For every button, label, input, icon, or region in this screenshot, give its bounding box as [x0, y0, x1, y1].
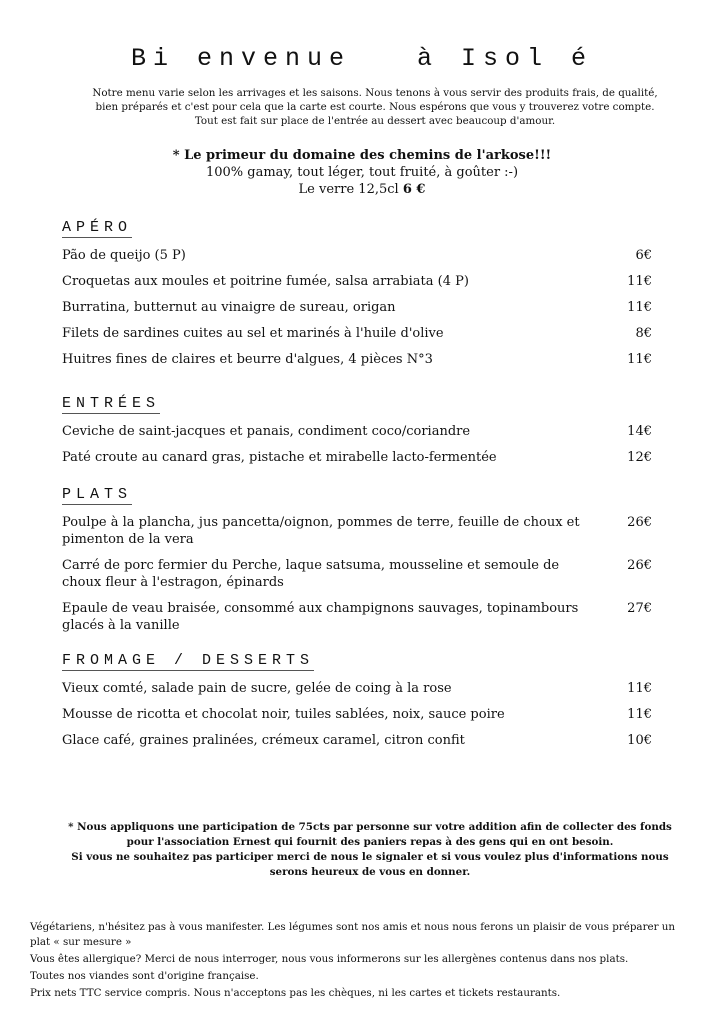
menu-section — [62, 216, 652, 368]
footer-line: Végétariens, n'hésitez pas à vous manifester. Les légumes sont nos amis et nous nous ferons un plaisir de vous préparer un plat « sur mesure » — [30, 921, 676, 948]
wine-special — [0, 147, 724, 198]
intro-line: Tout est fait sur place de l'entrée au dessert avec beaucoup d'amour. — [194, 115, 556, 127]
intro-line: Notre menu varie selon les arrivages et les saisons. Nous tenons à vous servir des produits frais, de qualité, — [92, 87, 658, 99]
menu-item — [62, 680, 652, 697]
item-price: 10€ — [627, 733, 652, 748]
menu-item — [62, 600, 652, 634]
menu-section — [62, 392, 652, 466]
item-name: Paté croute au canard gras, pistache et mirabelle lacto-fermentée — [62, 450, 497, 465]
wine-glass-price: 6 € — [402, 182, 426, 197]
footer-line: Prix nets TTC service compris. Nous n'acceptons pas les chèques, ni les cartes et tickets restaurants. — [30, 987, 561, 999]
wine-description: 100% gamay, tout léger, tout fruité, à goûter :-) — [205, 165, 519, 180]
item-name: Croquetas aux moules et poitrine fumée, salsa arrabiata (4 P) — [62, 274, 469, 289]
item-name: Pão de queijo (5 P) — [62, 248, 186, 263]
item-price: 14€ — [627, 424, 652, 439]
note-line: serons heureux de vous en donner. — [269, 866, 471, 878]
section-title: ENTRÉES — [62, 395, 161, 412]
intro-text — [80, 86, 670, 128]
menu-item — [62, 449, 652, 466]
item-price: 11€ — [627, 707, 652, 722]
item-name: Vieux comté, salade pain de sucre, gelée de coing à la rose — [62, 681, 452, 696]
menu-item — [62, 247, 652, 264]
menu-section — [62, 649, 652, 749]
section-title: FROMAGE / DESSERTS — [62, 652, 315, 669]
item-price: 11€ — [627, 300, 652, 315]
footer-line: Vous êtes allergique? Merci de nous interroger, nous vous informerons sur les allergènes contenus dans nos plats. — [30, 953, 629, 965]
menu-item — [62, 351, 652, 368]
menu-item — [62, 299, 652, 316]
item-name: Mousse de ricotta et chocolat noir, tuiles sablées, noix, sauce poire — [62, 707, 505, 722]
menu-item — [62, 706, 652, 723]
page-title: Bi envenue à Isol é — [130, 44, 594, 73]
note-line: * Nous appliquons une participation de 75cts par personne sur votre addition afin de collecter des fonds — [68, 821, 672, 833]
item-name: Epaule de veau braisée, consommé aux champignons sauvages, topinambours glacés à la vanille — [62, 601, 579, 633]
item-price: 26€ — [627, 558, 652, 573]
item-name: Glace café, graines pralinées, crémeux caramel, citron confit — [62, 733, 465, 748]
menu-item — [62, 557, 652, 591]
charity-note — [60, 820, 680, 880]
item-price: 26€ — [627, 515, 652, 530]
footer-info — [30, 920, 690, 1003]
item-name: Poulpe à la plancha, jus pancetta/oignon, pommes de terre, feuille de choux et pimenton de la vera — [62, 515, 580, 547]
note-line: pour l'association Ernest qui fournit des paniers repas à des gens qui en ont besoin. — [126, 836, 614, 848]
menu-item — [62, 732, 652, 749]
wine-glass — [0, 181, 724, 198]
item-price: 11€ — [627, 352, 652, 367]
menu-section — [62, 483, 652, 634]
item-name: Huitres fines de claires et beurre d'algues, 4 pièces N°3 — [62, 352, 433, 367]
note-line: Si vous ne souhaitez pas participer merci de nous le signaler et si vous voulez plus d'informations nous — [71, 851, 669, 863]
footer-line: Toutes nos viandes sont d'origine française. — [30, 970, 259, 982]
item-price: 6€ — [635, 248, 652, 263]
wine-headline: * Le primeur du domaine des chemins de l'arkose!!! — [172, 148, 552, 163]
item-price: 8€ — [635, 326, 652, 341]
menu-item — [62, 325, 652, 342]
menu-item — [62, 514, 652, 548]
item-name: Ceviche de saint-jacques et panais, condiment coco/coriandre — [62, 424, 471, 439]
item-name: Carré de porc fermier du Perche, laque satsuma, mousseline et semoule de choux fleur à l'estragon, épinards — [62, 558, 560, 590]
item-name: Burratina, butternut au vinaigre de sureau, origan — [62, 300, 396, 315]
section-title: APÉRO — [62, 219, 133, 236]
item-price: 27€ — [627, 601, 652, 616]
menu-item — [62, 423, 652, 440]
intro-line: bien préparés et c'est pour cela que la carte est courte. Nous espérons que vous y trouverez votre compte. — [95, 101, 655, 113]
item-name: Filets de sardines cuites au sel et marinés à l'huile d'olive — [62, 326, 444, 341]
section-title: PLATS — [62, 486, 133, 503]
menu-item — [62, 273, 652, 290]
item-price: 11€ — [627, 274, 652, 289]
item-price: 12€ — [627, 450, 652, 465]
wine-glass-label: Le verre 12,5cl — [298, 182, 399, 197]
item-price: 11€ — [627, 681, 652, 696]
